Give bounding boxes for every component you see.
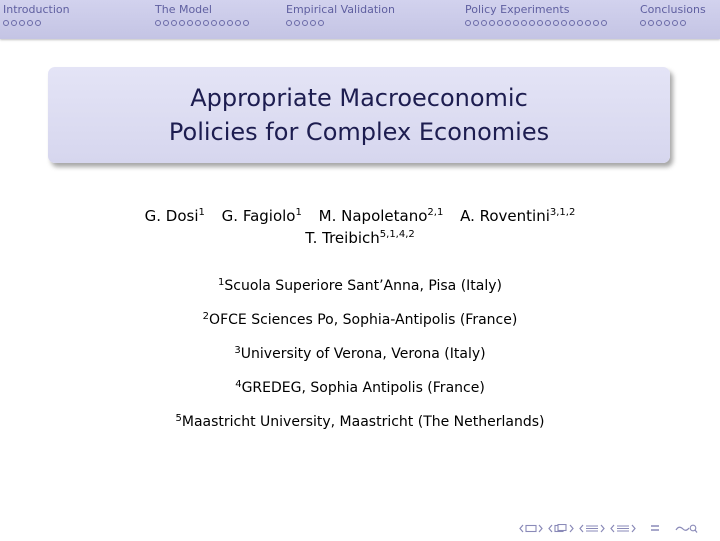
affiliation-text: Maastricht University, Maastricht (The Netherlands) [181, 414, 545, 430]
presentation-nav-icon[interactable] [610, 524, 636, 533]
affiliation-text: GREDEG, Sophia Antipolis (France) [241, 380, 485, 396]
frame-dot-icon[interactable] [569, 20, 575, 26]
frame-dot-icon[interactable] [601, 20, 607, 26]
frame-dot-icon[interactable] [3, 20, 9, 26]
frame-dot-icon[interactable] [302, 20, 308, 26]
frame-dot-icon[interactable] [481, 20, 487, 26]
frame-dot-icon[interactable] [545, 20, 551, 26]
navigation-symbols [519, 524, 698, 533]
affiliation-list [0, 276, 720, 446]
frame-dot-icon[interactable] [187, 20, 193, 26]
frame-dot-icon[interactable] [529, 20, 535, 26]
author-affiliation-marks: 5,1,4,2 [379, 229, 415, 240]
frame-dot-icon[interactable] [19, 20, 25, 26]
author-affiliation-marks: 1 [295, 207, 302, 218]
author-name: T. Treibich [305, 229, 380, 247]
author [222, 207, 302, 225]
frame-dot-icon[interactable] [513, 20, 519, 26]
frame-dot-icon[interactable] [163, 20, 169, 26]
frame-dot-icon[interactable] [577, 20, 583, 26]
nav-section-the-model[interactable] [155, 3, 249, 26]
frame-dot-icon[interactable] [11, 20, 17, 26]
nav-section-label[interactable]: Introduction [3, 3, 70, 16]
appendix-icon[interactable] [650, 524, 660, 533]
author [319, 207, 444, 225]
frame-dot-icon[interactable] [473, 20, 479, 26]
affiliation [0, 310, 720, 344]
author-name: M. Napoletano [318, 207, 428, 225]
frame-dot-icon[interactable] [310, 20, 316, 26]
frame-dot-icon[interactable] [171, 20, 177, 26]
frame-dot-icon[interactable] [318, 20, 324, 26]
slide-title: Appropriate Macroeconomic Policies for Complex Economies [168, 84, 550, 146]
frame-dot-icon[interactable] [593, 20, 599, 26]
frame-dot-icon[interactable] [35, 20, 41, 26]
nav-section-empirical-validation[interactable] [286, 3, 395, 26]
author-affiliation-marks: 2,1 [427, 207, 444, 218]
nav-frame-dots [286, 20, 395, 26]
frame-dot-icon[interactable] [664, 20, 670, 26]
nav-section-conclusions[interactable] [640, 3, 706, 26]
author [305, 229, 415, 247]
nav-section-label[interactable]: Empirical Validation [286, 3, 395, 16]
nav-frame-dots [640, 20, 706, 26]
affiliation [0, 344, 720, 378]
frame-dot-icon[interactable] [27, 20, 33, 26]
affiliation-text: OFCE Sciences Po, Sophia-Antipolis (France) [209, 312, 518, 328]
appendix-icon[interactable] [650, 524, 660, 533]
frame-dot-icon[interactable] [155, 20, 161, 26]
frame-dot-icon[interactable] [203, 20, 209, 26]
author-name: G. Fagiolo [221, 207, 296, 225]
frame-dot-icon[interactable] [243, 20, 249, 26]
frame-dot-icon[interactable] [585, 20, 591, 26]
frame-dot-icon[interactable] [505, 20, 511, 26]
frame-dot-icon[interactable] [640, 20, 646, 26]
author [145, 207, 205, 225]
affiliation [0, 412, 720, 446]
affiliation-number: 3 [234, 345, 241, 356]
frame-nav-icon[interactable] [519, 524, 543, 533]
presentation-nav-icon[interactable] [610, 524, 636, 533]
affiliation-number: 5 [175, 413, 182, 424]
nav-frame-dots [465, 20, 607, 26]
affiliation-number: 4 [235, 379, 242, 390]
nav-section-label[interactable]: Policy Experiments [465, 3, 570, 16]
section-navigation-bar [0, 0, 720, 39]
frame-dot-icon[interactable] [294, 20, 300, 26]
affiliation-text: Scuola Superiore Sant’Anna, Pisa (Italy) [224, 278, 503, 294]
nav-frame-dots [155, 20, 249, 26]
nav-section-label[interactable]: Conclusions [640, 3, 706, 16]
author-list [0, 205, 720, 249]
frame-dot-icon[interactable] [489, 20, 495, 26]
frame-dot-icon[interactable] [521, 20, 527, 26]
frame-dot-icon[interactable] [680, 20, 686, 26]
frame-dot-icon[interactable] [648, 20, 654, 26]
frame-dot-icon[interactable] [179, 20, 185, 26]
nav-frame-dots [3, 20, 70, 26]
affiliation [0, 378, 720, 412]
author-name: A. Roventini [460, 207, 550, 225]
frame-dot-icon[interactable] [235, 20, 241, 26]
subsection-nav-icon[interactable] [548, 524, 574, 533]
frame-dot-icon[interactable] [561, 20, 567, 26]
author-name: G. Dosi [144, 207, 199, 225]
frame-dot-icon[interactable] [286, 20, 292, 26]
nav-section-introduction[interactable] [3, 3, 70, 26]
search-icon[interactable] [674, 524, 698, 533]
frame-dot-icon[interactable] [211, 20, 217, 26]
frame-dot-icon[interactable] [656, 20, 662, 26]
author-line-1 [0, 205, 720, 227]
author [460, 207, 575, 225]
author-affiliation-marks: 1 [198, 207, 205, 218]
frame-dot-icon[interactable] [497, 20, 503, 26]
frame-dot-icon[interactable] [465, 20, 471, 26]
frame-dot-icon[interactable] [219, 20, 225, 26]
frame-dot-icon[interactable] [537, 20, 543, 26]
frame-nav-icon[interactable] [519, 524, 543, 533]
affiliation-number: 1 [217, 277, 225, 288]
affiliation [0, 276, 720, 310]
affiliation-text: University of Verona, Verona (Italy) [240, 346, 486, 362]
frame-dot-icon[interactable] [553, 20, 559, 26]
frame-dot-icon[interactable] [672, 20, 678, 26]
affiliation-number: 2 [202, 311, 210, 322]
section-nav-icon[interactable] [579, 524, 605, 533]
author-affiliation-marks: 3,1,2 [549, 207, 576, 218]
author-line-2 [0, 227, 720, 249]
search-icon[interactable] [674, 524, 698, 533]
title-box [48, 67, 670, 163]
nav-section-label[interactable]: The Model [155, 3, 212, 16]
frame-dot-icon[interactable] [227, 20, 233, 26]
subsection-nav-icon[interactable] [548, 524, 574, 533]
section-nav-icon[interactable] [579, 524, 605, 533]
frame-dot-icon[interactable] [195, 20, 201, 26]
nav-section-policy-experiments[interactable] [465, 3, 607, 26]
